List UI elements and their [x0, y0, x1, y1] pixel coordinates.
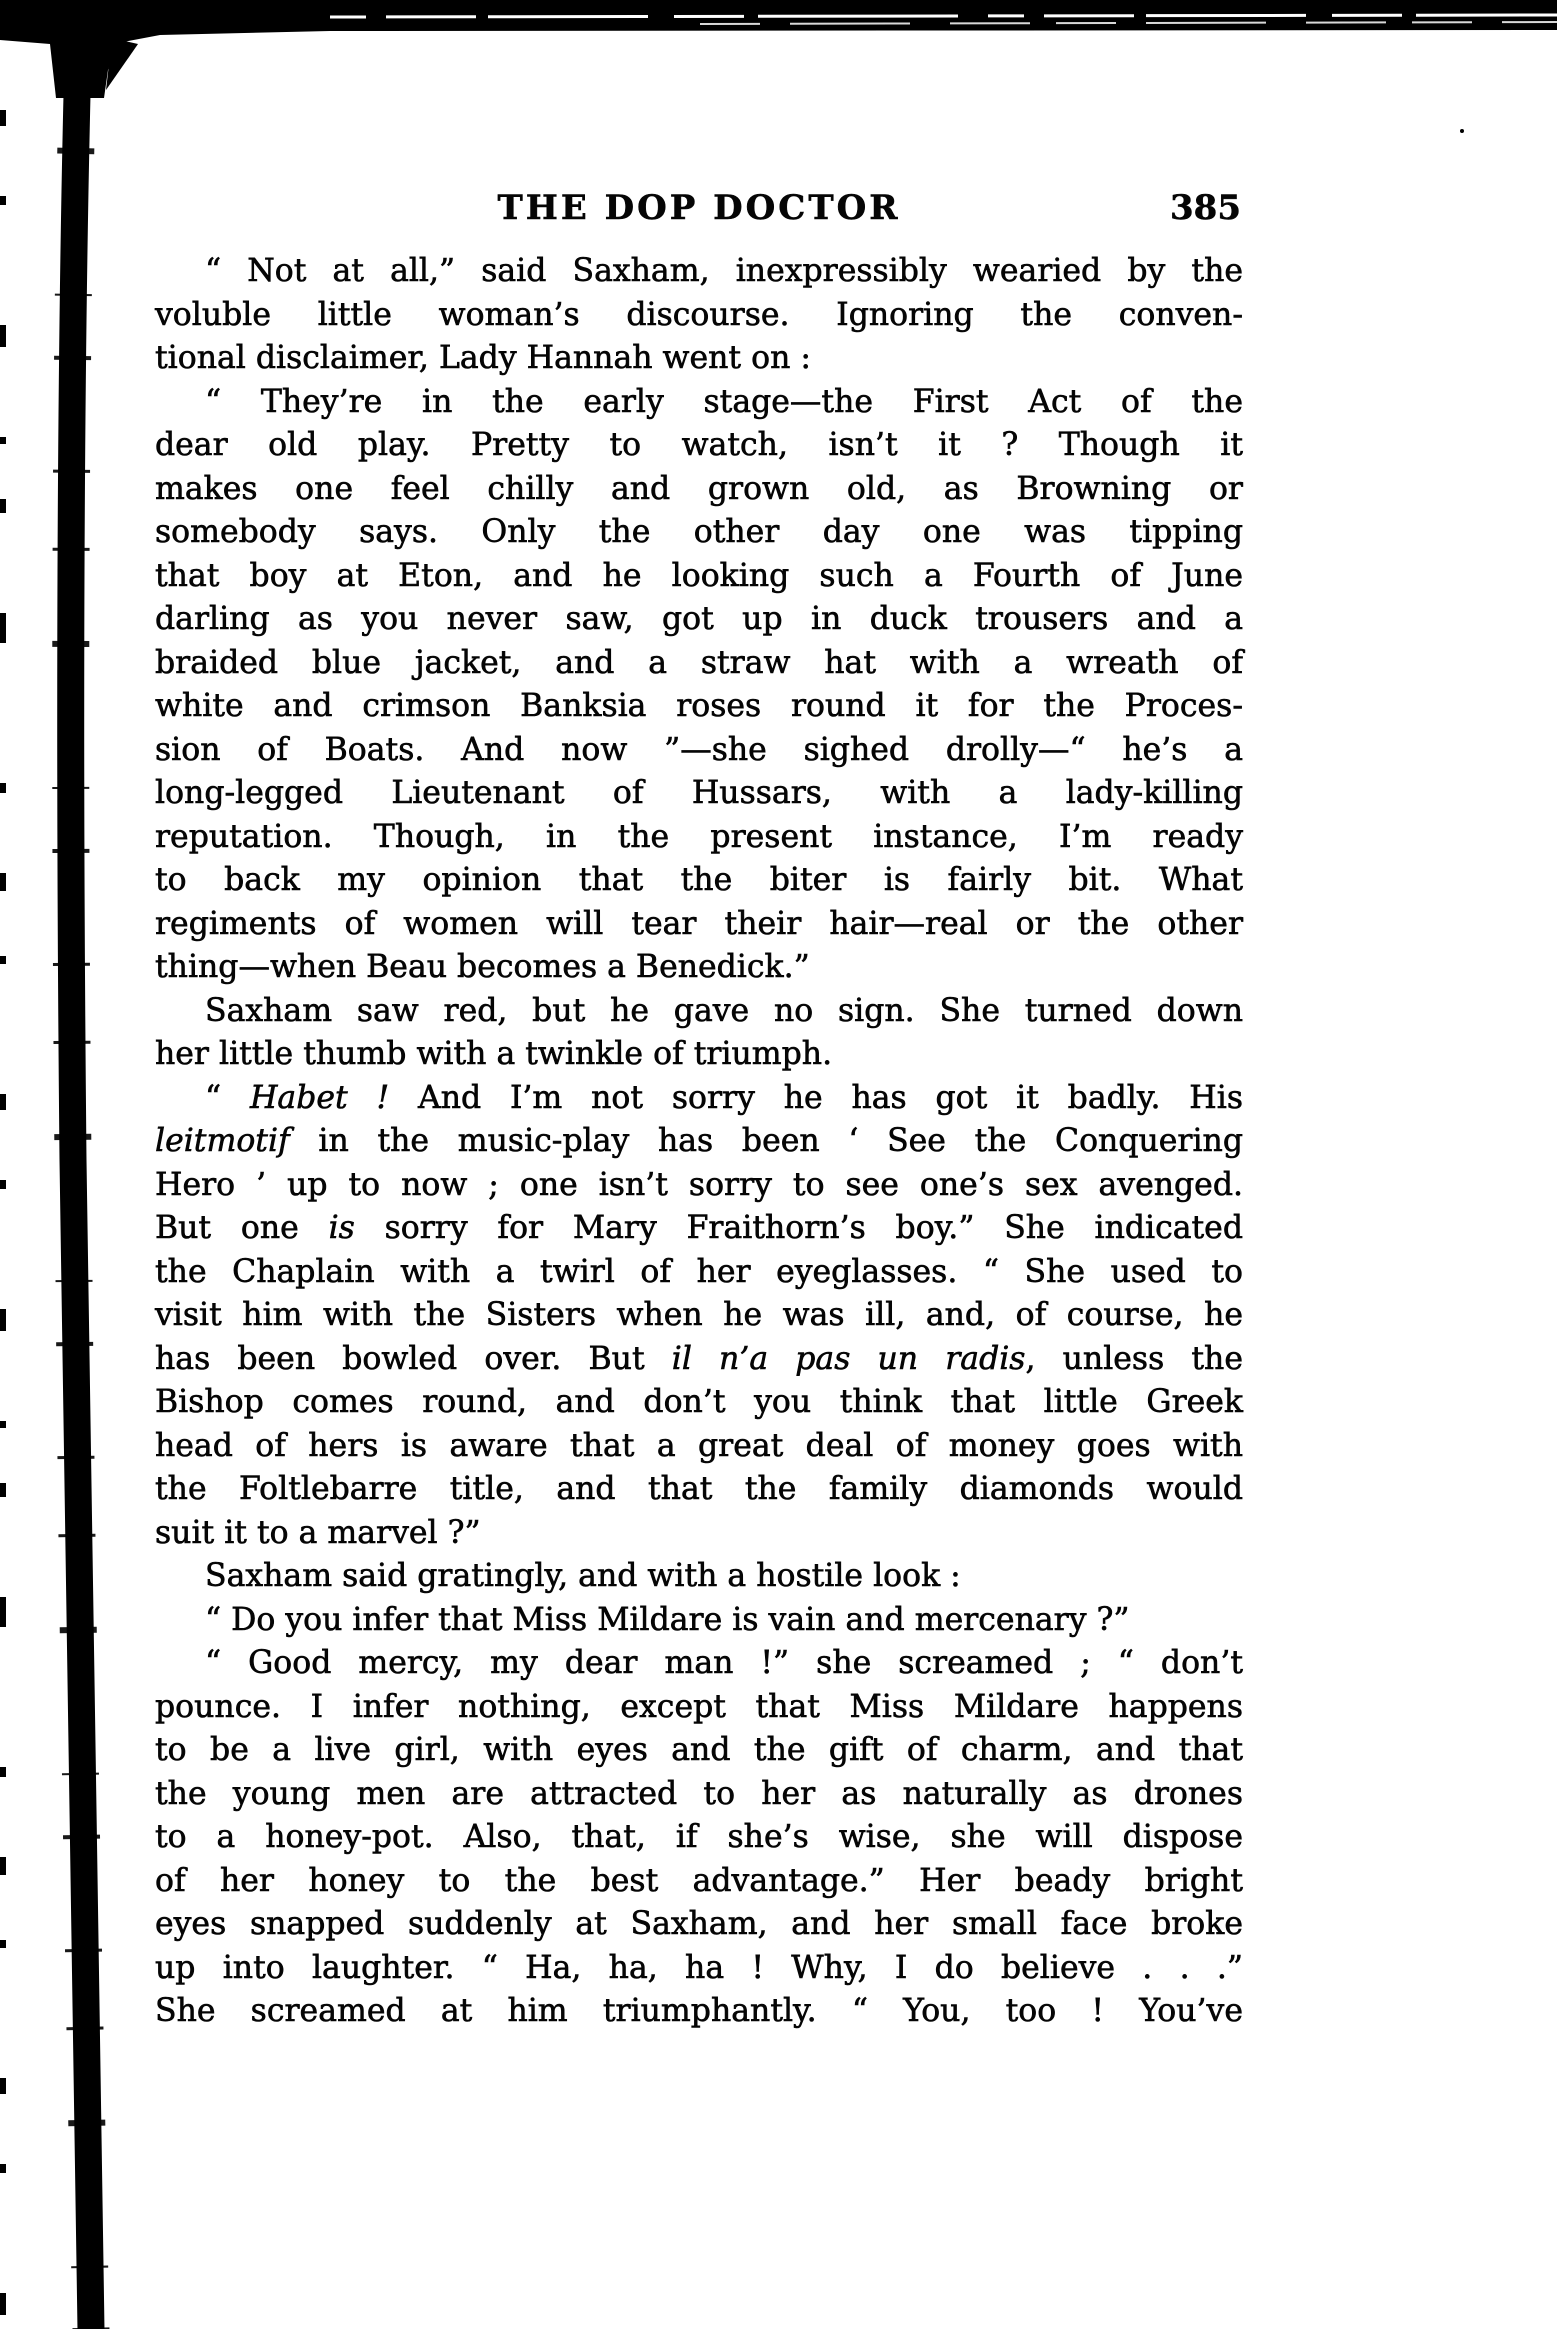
text-line [155, 1207, 1243, 1251]
text-run: Hero ’ up to now ; one isn’t sorry to see one’s sex avenged. [155, 1166, 1243, 1203]
text-line [155, 1381, 1243, 1425]
text-run: But one [155, 1210, 329, 1246]
text-line [155, 990, 1243, 1034]
text-run: visit him with the Sisters when he was ill, and, of course, he [155, 1297, 1243, 1333]
text-line [155, 598, 1243, 642]
text-run: “ Do you infer that Miss Mildare is vain and mercenary ?” [205, 1601, 1130, 1638]
text-run: to be a live girl, with eyes and the gift of charm, and that [155, 1732, 1243, 1768]
text-line [155, 1729, 1243, 1773]
text-run: that boy at Eton, and he looking such a Fourth of June [155, 557, 1243, 594]
text-run: the young men are attracted to her as naturally as drones [155, 1775, 1243, 1812]
text-run: tional disclaimer, Lady Hannah went on : [155, 340, 811, 376]
text-line [155, 1860, 1243, 1904]
text-line [155, 685, 1243, 729]
text-run: pounce. I infer nothing, except that Miss Mildare happens [155, 1688, 1243, 1725]
text-run: dear old play. Pretty to watch, isn’t it ? Though it [155, 427, 1243, 463]
page-number: 385 [1170, 188, 1241, 228]
text-run: braided blue jacket, and a straw hat with a wreath of [155, 644, 1243, 681]
text-line [155, 511, 1243, 555]
text-run: regiments of women will tear their hair—real or the other [155, 905, 1243, 942]
text-line [155, 1251, 1243, 1295]
text-line [155, 1903, 1243, 1947]
band-streak [330, 15, 1557, 17]
text-line [155, 337, 1243, 381]
text-run-italic: il n’a pas un radis [671, 1340, 1026, 1377]
text-block [155, 250, 1243, 2034]
text-line [155, 1338, 1243, 1382]
text-run: up into laughter. “ Ha, ha, ha ! Why, I do believe . . .” [155, 1949, 1243, 1986]
text-line [155, 642, 1243, 686]
text-run-italic: leitmotif [155, 1123, 290, 1159]
text-run: makes one feel chilly and grown old, as Browning or [155, 470, 1243, 507]
text-run: suit it to a marvel ?” [155, 1514, 481, 1551]
text-line [155, 1512, 1243, 1556]
text-line [155, 1120, 1243, 1164]
text-run: has been bowled over. But [155, 1340, 672, 1377]
text-line [155, 816, 1243, 860]
text-line [155, 1033, 1243, 1077]
text-run: to back my opinion that the biter is fairly bit. What [155, 862, 1243, 898]
text-line [155, 1686, 1243, 1730]
text-line [155, 903, 1243, 947]
text-line [155, 468, 1243, 512]
text-run: Saxham said gratingly, and with a hostile look : [205, 1558, 961, 1594]
text-line [155, 294, 1243, 338]
text-run: “ [205, 1079, 250, 1116]
corner-wisp [106, 38, 138, 90]
text-line [155, 1990, 1243, 2034]
text-line [155, 555, 1243, 599]
text-line [155, 729, 1243, 773]
text-run: thing—when Beau becomes a Benedick.” [155, 949, 810, 985]
speck [1460, 129, 1464, 133]
binding-shadow [71, 55, 91, 2329]
page-header [155, 188, 1243, 234]
text-run: sion of Boats. And now ”—she sighed drolly—“ he’s a [155, 731, 1243, 768]
top-edge-band [0, 0, 1557, 98]
text-line [155, 1555, 1243, 1599]
text-line [155, 1599, 1243, 1643]
text-run: reputation. Though, in the present instance, I’m ready [155, 818, 1243, 855]
text-run: of her honey to the best advantage.” Her beady bright [155, 1862, 1243, 1899]
text-run: Saxham saw red, but he gave no sign. She turned down [205, 992, 1243, 1029]
text-run: the Chaplain with a twirl of her eyeglasses. “ She used to [155, 1253, 1243, 1290]
text-line [155, 1642, 1243, 1686]
text-run: white and crimson Banksia roses round it for the Proces- [155, 688, 1243, 724]
text-run: sorry for Mary Fraithorn’s boy.” She indicated [354, 1210, 1243, 1246]
text-run: long-legged Lieutenant of Hussars, with a lady-killing [155, 775, 1243, 811]
text-run: to a honey-pot. Also, that, if she’s wise, she will dispose [155, 1819, 1243, 1855]
text-line [155, 424, 1243, 468]
band-streak-2 [700, 22, 1557, 24]
text-run: “ Not at all,” said Saxham, inexpressibly wearied by the [205, 253, 1243, 289]
text-line [155, 772, 1243, 816]
text-run: “ They’re in the early stage—the First Act of the [205, 383, 1243, 420]
text-line [155, 859, 1243, 903]
running-title: THE DOP DOCTOR [497, 188, 901, 228]
text-run: head of hers is aware that a great deal of money goes with [155, 1427, 1243, 1464]
text-line [155, 381, 1243, 425]
text-run: She screamed at him triumphantly. “ You, too ! You’ve [155, 1993, 1243, 2029]
text-run: voluble little woman’s discourse. Ignoring the conven- [155, 296, 1243, 333]
text-line [155, 1425, 1243, 1469]
text-run-italic: is [328, 1210, 355, 1246]
text-run: Bishop comes round, and don’t you think that little Greek [155, 1384, 1243, 1420]
text-run: darling as you never saw, got up in duck trousers and a [155, 601, 1243, 637]
text-run-italic: Habet ! [249, 1079, 390, 1116]
text-line [155, 1468, 1243, 1512]
text-line [155, 250, 1243, 294]
text-line [155, 1294, 1243, 1338]
text-run: the Foltlebarre title, and that the family diamonds would [155, 1471, 1243, 1507]
text-line [155, 1773, 1243, 1817]
text-run: eyes snapped suddenly at Saxham, and her small face broke [155, 1906, 1243, 1942]
text-line [155, 1077, 1243, 1121]
text-run: somebody says. Only the other day one was tipping [155, 514, 1243, 550]
text-line [155, 1164, 1243, 1208]
text-run: in the music-play has been ‘ See the Conquering [289, 1123, 1243, 1159]
binding-shadow-rough-edge [71, 55, 91, 2329]
text-run: And I’m not sorry he has got it badly. His [389, 1079, 1244, 1116]
text-run: , unless the [1025, 1340, 1243, 1377]
text-line [155, 946, 1243, 990]
text-line [155, 1947, 1243, 1991]
text-line [155, 1816, 1243, 1860]
text-run: her little thumb with a twinkle of triumph. [155, 1036, 833, 1072]
text-run: “ Good mercy, my dear man !” she screamed ; “ don’t [205, 1645, 1243, 1681]
